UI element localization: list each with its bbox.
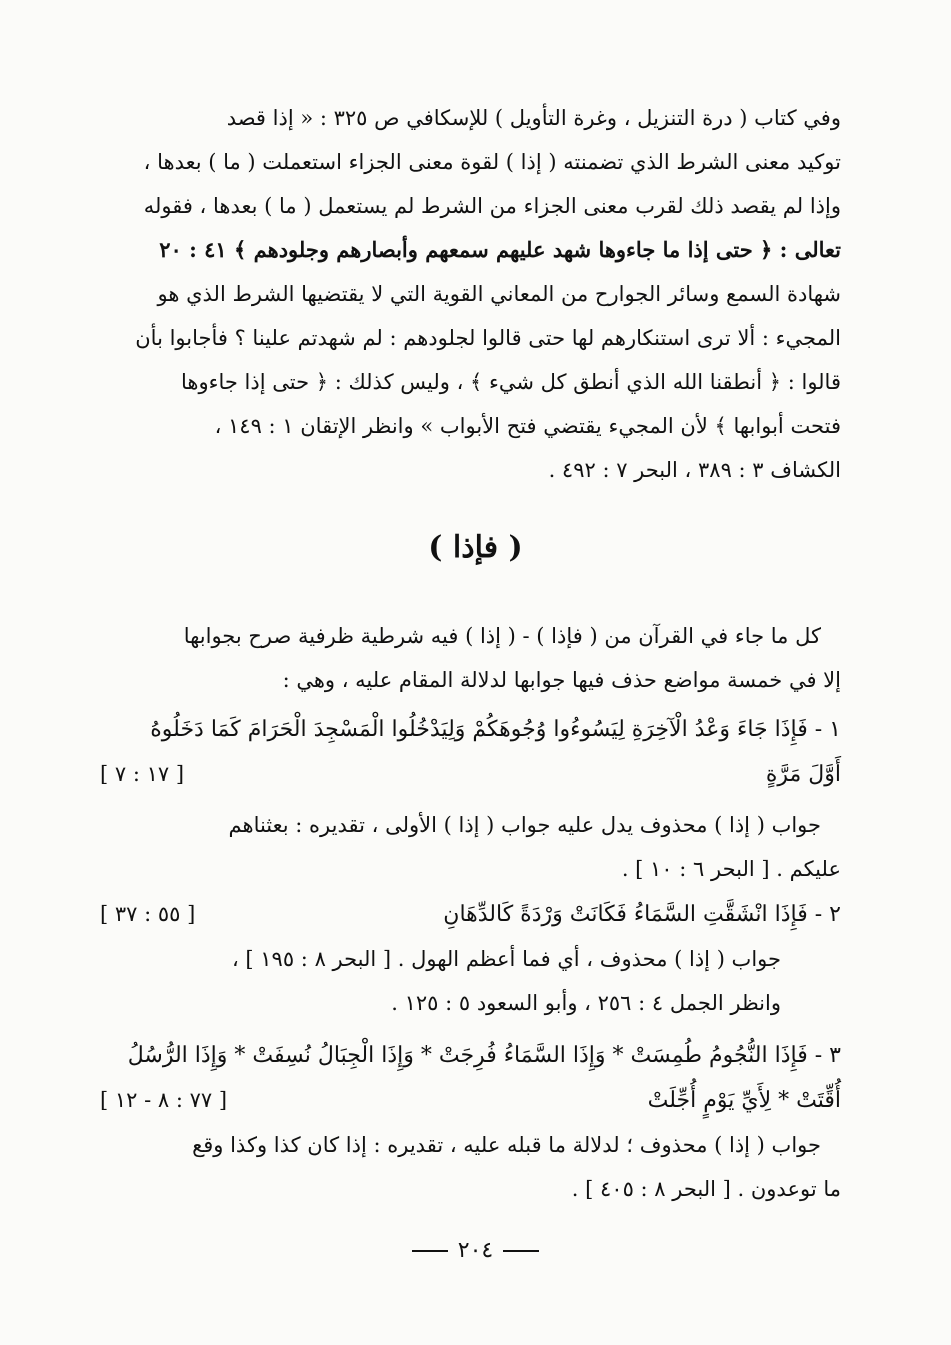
verse-reference: [ ٧٧ : ٨ - ١٢ ] xyxy=(100,1088,228,1112)
text-line: وإذا لم يقصد ذلك لقرب معنى الجزاء من الشرط لم يستعمل ( ما ) بعدها ، فقوله xyxy=(143,194,841,218)
intro-paragraph xyxy=(100,614,841,702)
comment-line: ما توعدون . [ البحر ٨ : ٤٠٥ ] . xyxy=(571,1177,841,1201)
item-2 xyxy=(100,892,841,1025)
text-line: وفي كتاب ( درة التنزيل ، وغرة التأويل ) للإسكافي ص ٣٢٥ : « إذا قصد xyxy=(226,106,841,130)
verse-line: ٣ - فَإِذَا النُّجُومُ طُمِسَتْ * وَإِذَا السَّمَاءُ فُرِجَتْ * وَإِذَا الْجِبَالُ نُسِفَتْ * وَإِذَا الرُّسُلُ xyxy=(127,1043,841,1068)
text-line: الكشاف ٣ : ٣٨٩ ، البحر ٧ : ٤٩٢ . xyxy=(548,458,841,482)
verse-row xyxy=(100,892,841,937)
verse-row xyxy=(100,752,841,797)
verse-line: أَوَّلَ مَرَّةٍ xyxy=(765,762,841,787)
verse-row xyxy=(100,1078,841,1123)
verse-reference: [ ٥٥ : ٣٧ ] xyxy=(100,902,196,926)
top-paragraph xyxy=(100,96,841,492)
comment-line: جواب ( إذا ) محذوف ؛ لدلالة ما قبله عليه ، تقديره : إذا كان كذا وكذا وقع xyxy=(192,1133,821,1157)
dash-left xyxy=(503,1250,539,1252)
text-line: إلا في خمسة مواضع حذف فيها جوابها لدلالة المقام عليه ، وهي : xyxy=(282,668,841,692)
comment-line: عليكم . [ البحر ٦ : ١٠ ] . xyxy=(621,857,841,881)
comment-line: وانظر الجمل ٤ : ٢٥٦ ، وأبو السعود ٥ : ١٢٥ . xyxy=(391,991,781,1015)
text-line: توكيد معنى الشرط الذي تضمنته ( إذا ) لقوة معنى الجزاء استعملت ( ما ) بعدها ، xyxy=(143,150,841,174)
comment-line: جواب ( إذا ) محذوف ، أي فما أعظم الهول . [ البحر ٨ : ١٩٥ ] ، xyxy=(231,947,781,971)
text-line: فتحت أبوابها ﴾ لأن المجيء يقتضي فتح الأبواب » وانظر الإتقان ١ : ١٤٩ ، xyxy=(214,414,841,438)
dash-right xyxy=(412,1250,448,1252)
verse-line: ١ - فَإِذَا جَاءَ وَعْدُ الْآخِرَةِ لِيَسُوءُوا وُجُوهَكُمْ وَلِيَدْخُلُوا الْمَسْجِدَ الْحَرَامَ كَمَا دَخَلُوهُ xyxy=(150,717,841,742)
verse-line: ٢ - فَإِذَا انْشَقَّتِ السَّمَاءُ فَكَانَتْ وَرْدَةً كَالدِّهَانِ xyxy=(443,902,841,927)
page-footer xyxy=(0,1238,951,1263)
text-line: قالوا : ﴿ أنطقنا الله الذي أنطق كل شيء ﴾ ، وليس كذلك : ﴿ حتى إذا جاءوها xyxy=(180,370,841,394)
item-1 xyxy=(100,708,841,891)
text-line: شهادة السمع وسائر الجوارح من المعاني القوية التي لا يقتضيها الشرط الذي هو xyxy=(157,282,841,306)
text-line: كل ما جاء في القرآن من ( فإذا ) - ( إذا ) فيه شرطية ظرفية صرح بجوابها xyxy=(183,624,821,648)
verse-line: أُقِّتَتْ * لِأَيِّ يَوْمٍ أُجِّلَتْ xyxy=(647,1088,841,1113)
text-line: المجيء : ألا ترى استنكارهم لها حتى قالوا لجلودهم : لم شهدتم علينا ؟ فأجابوا بأن xyxy=(135,326,841,350)
page-number: ٢٠٤ xyxy=(457,1238,494,1263)
comment-line: جواب ( إذا ) محذوف يدل عليه جواب ( إذا ) الأولى ، تقديره : بعثناهم xyxy=(228,813,821,837)
section-heading: ( فإذا ) xyxy=(428,530,523,565)
item-3 xyxy=(100,1034,841,1211)
text-line: تعالى : ﴿ حتى إذا ما جاءوها شهد عليهم سمعهم وأبصارهم وجلودهم ﴾ ٤١ : ٢٠ xyxy=(159,237,841,262)
verse-reference: [ ١٧ : ٧ ] xyxy=(100,762,185,786)
